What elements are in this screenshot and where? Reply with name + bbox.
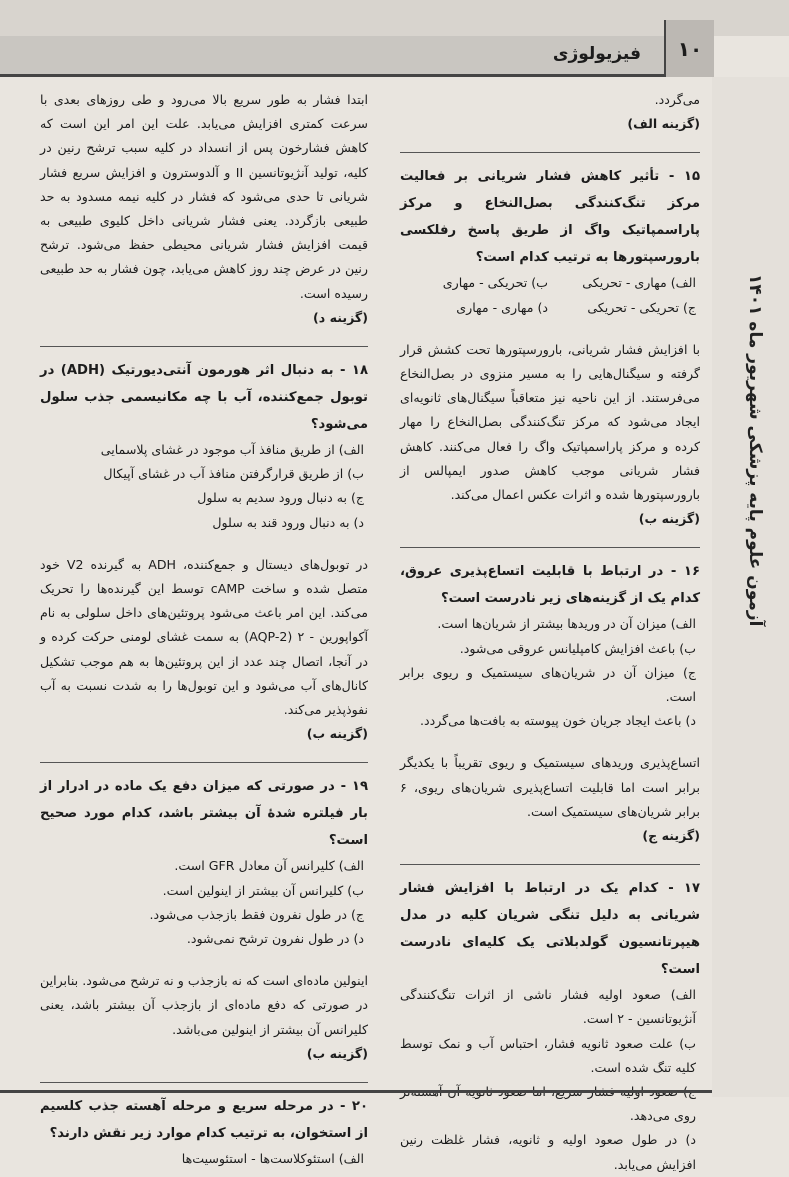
question-18: ۱۸ - به دنبال اثر هورمون آنتی‌دیورتیک (ADH) در توبول جمع‌کننده، آب با چه مکانیسمی جذب سلول می‌شود؟ (40, 363, 368, 433)
footer-rule (0, 1090, 712, 1093)
option: د) در طول صعود اولیه و ثانویه، فشار غلظت رنین افزایش می‌یابد. (400, 1132, 696, 1172)
question-separator (40, 762, 368, 763)
question-16: ۱۶ - در ارتباط با قابلیت اتساع‌پذیری عروق، کدام یک از گزینه‌های زیر نادرست است؟ (400, 564, 700, 607)
page-number: ۱۰ (664, 20, 714, 77)
left-column (40, 88, 368, 1171)
option: الف) کلیرانس آن معادل GFR است. (174, 858, 364, 874)
option: ب) باعث افزایش کامپلیانس عروقی می‌شود. (459, 640, 696, 656)
answer-label: (گزینه ج) (642, 828, 700, 844)
option: ب) کلیرانس آن بیشتر از اینولین است. (162, 882, 364, 898)
question-separator (40, 346, 368, 347)
question-separator (400, 547, 700, 548)
option: ج) در طول نفرون فقط بازجذب می‌شود. (149, 906, 364, 922)
option: الف) از طریق منافذ آب موجود در غشای پلاسمایی (100, 442, 364, 458)
question-18-explanation: در توبول‌های دیستال و جمع‌کننده، ADH به گیرنده V2 خود متصل شده و ساخت cAMP توسط این گیرنده‌ها را تحریک می‌کند. این امر باعث می‌شود پروتئین‌های داخل سلولی به نام آکواپورین - ۲ (AQP-2) به سمت غشای لومنی حرکت کرده و در آنجا، اتصال چند عدد از این پروتئین‌ها به هم موجب تشکیل کانال‌های آب می‌شود و این توبول‌ها را به شدت نسبت به آب نفوذپذیر می‌کند. (40, 556, 368, 718)
option: ب) تحریکی - مهاری (442, 275, 548, 291)
exam-side-title: آزمون علوم پایه پزشکی شهریور ماه ۱۴۰۱ (745, 273, 765, 627)
question-17: ۱۷ - کدام یک در ارتباط با افزایش فشار شریانی به دلیل تنگی شریان کلیه در مدل هیپرتانسیون گولدبلاتی یک کلیه‌ای نادرست است؟ (400, 881, 700, 978)
option: د) مهاری - مهاری (456, 299, 548, 315)
answer-label: (گزینه ب) (638, 511, 700, 527)
option: ب) علت صعود ثانویه فشار، احتباس آب و نمک توسط کلیه تنگ شده است. (400, 1035, 696, 1075)
option: د) به دنبال ورود قند به سلول (212, 514, 364, 530)
option: د) در طول نفرون ترشح نمی‌شود. (186, 931, 364, 947)
option: روی می‌دهد. (629, 1108, 696, 1124)
answer-label: (گزینه ب) (306, 726, 368, 742)
answer-label: (گزینه د) (312, 309, 368, 325)
continuation-text: می‌گردد. (654, 92, 700, 107)
header-rule (0, 74, 712, 77)
question-15: ۱۵ - تأثیر کاهش فشار شریانی بر فعالیت مرکز تنگ‌کنندگی بصل‌النخاع و مرکز پاراسمپاتیک واگ از طریق پاسخ رفلکسی بارورسپتورها به ترتیب کدام است؟ (400, 169, 700, 266)
option: ج) تحریکی - تحریکی (587, 299, 696, 315)
spacer (400, 733, 700, 751)
continuation-text: ابتدا فشار به طور سریع بالا می‌رود و طی روزهای بعدی با سرعت کمتری افزایش می‌یابد. علت این امر این است که کاهش فشارخون پس از انسداد در کلیه سبب ترشح رنین در کلیه، تولید آنژیوتانسین II و آلدوسترون و افزایش سریع فشار شریانی تا حدی می‌شود که فشار در کلیه نیمه مسدود به حد طبیعی بازگردد. یعنی فشار شریانی داخل کلیوی طبیعی به قیمت افزایش فشار شریانی محیطی حفظ می‌شود. ترشح رنین در عرض چند روز کاهش می‌یابد، چون فشار به حد طبیعی رسیده است. (40, 92, 368, 301)
question-separator (400, 152, 700, 153)
question-16-explanation: اتساع‌پذیری وریدهای سیستمیک و ریوی تقریباً با یکدیگر برابر است اما قابلیت اتساع‌پذیری شریان‌های ریوی، ۶ برابر شریان‌های سیستمیک است. (400, 755, 700, 819)
answer-label: (گزینه الف) (627, 116, 700, 132)
option: ب) از طریق قرارگرفتن منافذ آب در غشای آپیکال (103, 466, 364, 482)
spacer (40, 951, 368, 969)
question-20: ۲۰ - در مرحله سریع و مرحله آهسته جذب کلسیم از استخوان، به ترتیب کدام موارد زیر نقش دارند؟ (40, 1099, 368, 1142)
option: الف) مهاری - تحریکی (582, 275, 696, 291)
question-19: ۱۹ - در صورتی که میزان دفع یک ماده در ادرار از بار فیلتره شدهٔ آن بیشتر باشد، کدام مورد صحیح است؟ (40, 779, 368, 849)
subject-title: فیزیولوژی (552, 44, 641, 64)
right-column (400, 88, 700, 1177)
option: الف) استئوکلاست‌ها - استئوسیت‌ها (181, 1151, 364, 1167)
option: الف) صعود اولیه فشار ناشی از اثرات تنگ‌کنندگی آنژیوتانسین - ۲ است. (400, 987, 696, 1027)
spacer (400, 320, 700, 338)
option: ج) میزان آن در شریان‌های سیستمیک و ریوی برابر است. (400, 664, 696, 705)
question-19-explanation: اینولین ماده‌ای است که نه بازجذب و نه ترشح می‌شود. بنابراین در صورتی که دفع ماده‌ای از بازجذب آن بیشتر باشد، یعنی کلیرانس آن بیشتر از اینولین می‌باشد. (40, 973, 368, 1037)
option: الف) میزان آن در وریدها بیشتر از شریان‌ها است. (437, 616, 696, 632)
question-separator (40, 1082, 368, 1083)
answer-label: (گزینه ب) (306, 1045, 368, 1061)
option: ج) به دنبال ورود سدیم به سلول (197, 490, 364, 506)
spacer (40, 535, 368, 553)
question-15-explanation: با افزایش فشار شریانی، بارورسپتورها تحت کشش قرار گرفته و سیگنال‌هایی را به مسیر منزوی در بصل‌النخاع می‌فرستند. از این ناحیه نیز متعاقباً سیگنال‌های ثانویه‌ای ایجاد می‌شود که مرکز تنگ‌کنندگی بصل‌النخاع را مهار کرده و مرکز پاراسمپاتیک واگ را فعال می‌کنند. کاهش فشار شریانی موجب کاهش صدور ایمپالس از بارورسپتورها شده و اثرات عکس اعمال می‌کند. (400, 341, 700, 503)
question-separator (400, 864, 700, 865)
option: د) باعث ایجاد جریان خون پیوسته به بافت‌ها می‌گردد. (420, 713, 696, 729)
question-15-options (400, 271, 700, 319)
